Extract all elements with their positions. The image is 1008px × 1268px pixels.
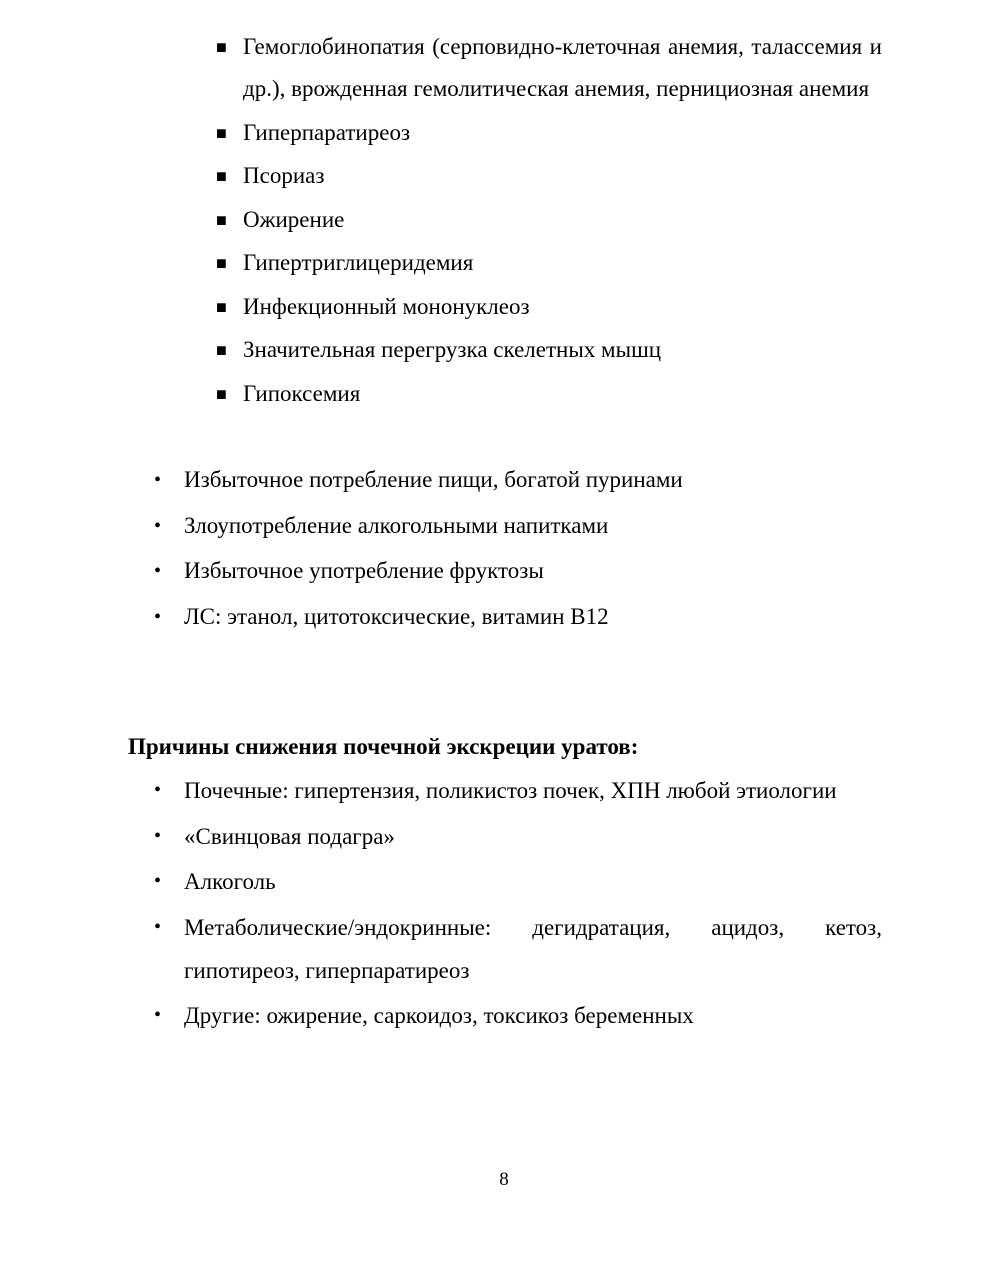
- list-item: [154, 504, 882, 548]
- list-item: [216, 155, 882, 197]
- list-item-text: Почечные: гипертензия, поликистоз почек, ХПН любой этиологии: [184, 778, 837, 803]
- dot-bullet-icon: •: [154, 824, 162, 847]
- list-item: [154, 595, 882, 639]
- list-item-text: ЛС: этанол, цитотоксические, витамин В12: [184, 603, 609, 629]
- list-item: [216, 112, 882, 154]
- dot-bullet-icon: •: [154, 870, 162, 893]
- list-item: [154, 994, 882, 1037]
- square-bullet-icon: ■: [216, 296, 227, 317]
- list-item-text: Псориаз: [243, 163, 325, 188]
- list-item: [216, 373, 882, 415]
- list-item: [216, 286, 882, 328]
- list-item-text: Злоупотребление алкогольными напитками: [184, 512, 609, 538]
- square-bullet-icon: ■: [216, 209, 227, 230]
- list-item: [154, 815, 882, 858]
- dot-bullet-icon: •: [154, 915, 162, 938]
- square-bullet-icon: ■: [216, 166, 227, 186]
- list-item-text: Гипоксемия: [243, 380, 361, 406]
- list-item-text: «Свинцовая подагра»: [184, 823, 395, 849]
- square-bullet-icon: ■: [216, 253, 227, 273]
- list-item: [216, 26, 882, 110]
- list-item: [216, 329, 882, 371]
- list-item-text: Избыточное потребление пищи, богатой пуринами: [184, 467, 683, 492]
- list-item-text: Гипертриглицеридемия: [243, 250, 474, 275]
- list-item-text: Значительная перегрузка скелетных мышц: [243, 337, 662, 362]
- list-item: [216, 199, 882, 241]
- list-item-text: Гиперпаратиреоз: [243, 119, 411, 145]
- dot-bullet-icon: •: [154, 514, 162, 537]
- square-bullet-icon: ■: [216, 37, 227, 57]
- list-item: [154, 906, 882, 992]
- page-number: 8: [499, 1169, 509, 1190]
- bullet-list-renal-excretion: [154, 769, 882, 1040]
- square-bullet-icon: ■: [216, 122, 227, 143]
- dot-bullet-icon: •: [154, 469, 162, 491]
- list-item-text: Метаболические/эндокринные: дегидратация, ацидоз, кетоз, гипотиреоз, гиперпаратиреоз: [184, 914, 882, 983]
- dot-bullet-icon: •: [154, 779, 162, 801]
- dot-bullet-icon: •: [154, 1004, 162, 1027]
- dot-bullet-icon: •: [154, 605, 162, 628]
- square-bullet-icon: ■: [216, 340, 227, 360]
- list-item: [154, 458, 882, 502]
- list-item-text: Инфекционный мононуклеоз: [243, 293, 530, 319]
- list-item-text: Ожирение: [243, 206, 345, 232]
- list-item: [216, 242, 882, 284]
- dot-bullet-icon: •: [154, 560, 162, 582]
- list-item: [154, 549, 882, 593]
- bullet-list-causes: [154, 458, 882, 640]
- square-bullet-list: [216, 26, 882, 416]
- list-item-text: Другие: ожирение, саркоидоз, токсикоз беременных: [184, 1003, 694, 1029]
- section-heading: Причины снижения почечной экскреции уратов:: [128, 734, 639, 759]
- list-item-text: Избыточное употребление фруктозы: [184, 558, 544, 583]
- square-bullet-icon: ■: [216, 383, 227, 404]
- list-item-text: Гемоглобинопатия (серповидно-клеточная анемия, талассемия и др.), врожденная гемолитическая анемия, пернициозная анемия: [243, 34, 882, 101]
- list-item-text: Алкоголь: [184, 869, 276, 895]
- list-item: [154, 860, 882, 903]
- list-item: [154, 769, 882, 812]
